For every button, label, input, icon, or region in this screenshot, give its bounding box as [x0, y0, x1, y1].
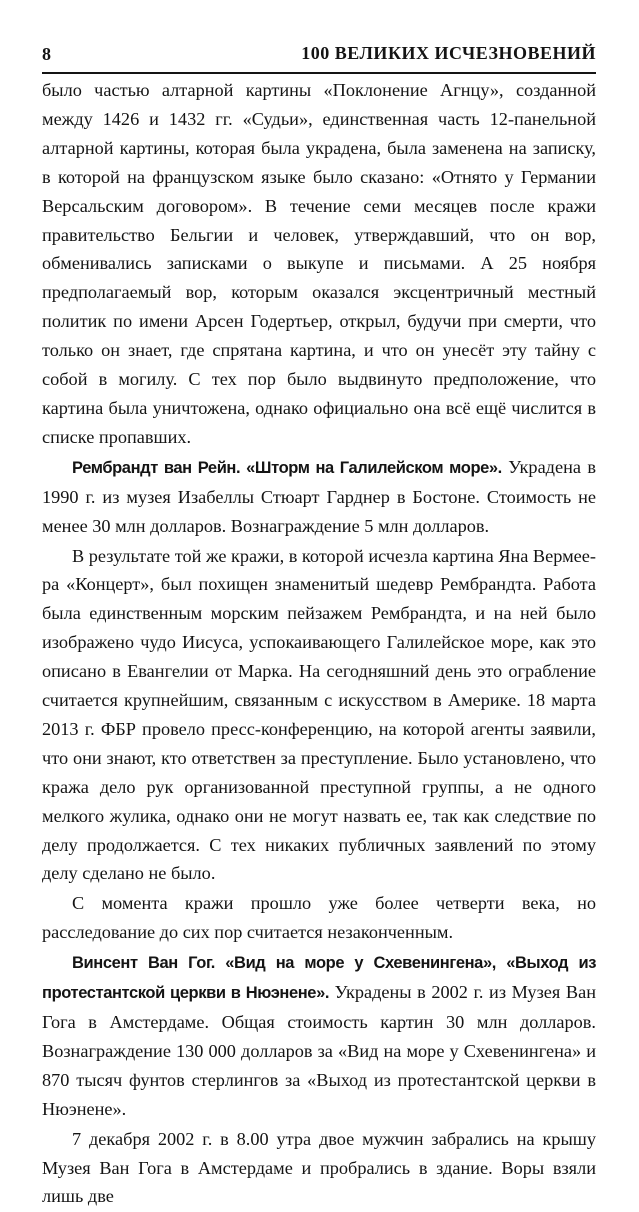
paragraph: [42, 889, 596, 947]
paragraph-continuation: [42, 76, 596, 452]
artwork-heading: Винсент Ван Гог. «Вид на море у Схевенингена», «Выход из протестантской церкви в Нюэнене».: [42, 954, 596, 1003]
paragraph: [42, 1125, 596, 1212]
paragraph-text: было частью алтарной картины «Поклонение Агнцу», созданной между 1426 и 1432 гг. «Судьи», единственная часть 12-панельной алтарной картины, которая была украдена, была заменена на записку, в которой на французском языке было сказано: «Отнято у Германии Версальским договором». В течение семи месяцев после кражи правительство Бельгии и человек, утверждавший, что он вор, обменивались записками о выкупе и письмами. А 25 ноября предполагаемый вор, которым оказался эксцентричный местный политик по имени Арсен Годертьер, открыл, будучи при смерти, что только он знает, где спрятана картина, и что он унесёт эту тайну с собой в могилу. С тех пор было выдвинуто предположение, что картина была уничтожена, однако официально она всё ещё числится в списке пропавших.: [42, 80, 596, 447]
paragraph-rembrandt-entry: [42, 453, 596, 541]
paragraph-text: 7 декабря 2002 г. в 8.00 утра двое мужчин забрались на крышу Музея Ван Гога в Амстердаме и пробрались в здание. Воры взяли лишь две: [42, 1128, 596, 1207]
paragraph-text: Украдена в 1990 г. из музея Изабеллы Стюарт Гарднер в Бостоне. Стоимость не менее 30 млн долларов. Вознаграждение 5 млн долларов.: [42, 456, 596, 536]
paragraph-van-gogh-entry: [42, 948, 596, 1123]
artwork-heading: Рембрандт ван Рейн. «Шторм на Галилейском море».: [72, 458, 502, 477]
paragraph-text: В результате той же кражи, в которой исчезла картина Яна Вермеера «Концерт», был похищен знаменитый шедевр Рембрандта. Работа была единственным морским пейзажем Рембрандта, и на ней было изображено чудо Иисуса, успокаивающего Галилейское море, как это описано в Евангелии от Марка. На сегодняшний день это ограбление считается крупнейшим, связанным с искусством в Америке. 18 марта 2013 г. ФБР провело пресс-конференцию, на которой агенты заявили, что они знают, кто ответствен за преступление. Было установлено, что кража дело рук организованной преступной группы, а не одного мелкого жулика, однако они не могут назвать ее, так как следствие по делу продолжается. С тех никаких публичных заявлений по этому делу сделано не было.: [42, 545, 596, 884]
paragraph-text: Украдены в 2002 г. из Музея Ван Гога в Амстердаме. Общая стоимость картин 30 млн долларов. Вознаграждение 130 000 долларов за «Вид на море у Схевенингена» и 870 тысяч фунтов стерлингов за «Выход из протестантской церкви в Нюэнене».: [42, 982, 596, 1119]
body-text: [42, 76, 596, 1212]
paragraph: [42, 542, 596, 889]
paragraph-text: С момента кражи прошло уже более четверти века, но расследование до сих пор считается незаконченным.: [42, 893, 596, 943]
running-title: 100 ВЕЛИКИХ ИСЧЕЗНОВЕНИЙ: [301, 43, 596, 63]
page-header: [42, 38, 596, 74]
page-number: 8: [42, 44, 51, 64]
